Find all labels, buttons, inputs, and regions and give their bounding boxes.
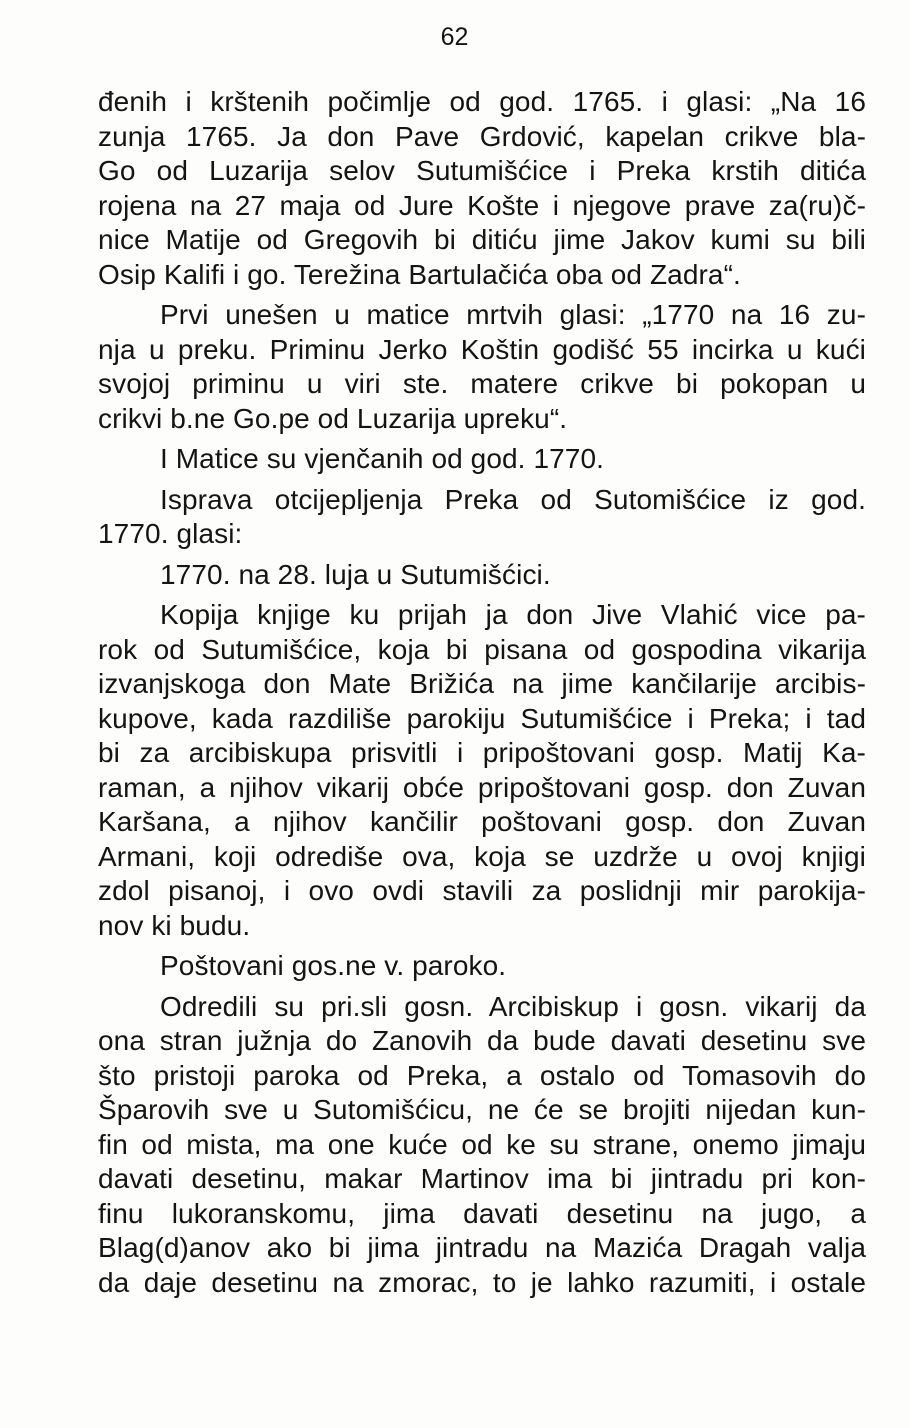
text-line: da daje desetinu na zmorac, to je lahko razumiti, i ostale bbox=[98, 1266, 866, 1298]
text-line: izvanjskoga don Mate Brižića na jime kančilarije arcibis- bbox=[98, 668, 866, 699]
text-line: finu lukoranskomu, jima davati desetinu na jugo, a bbox=[98, 1197, 866, 1229]
text-line: 1770. na 28. luja u Sutumišćici. bbox=[160, 558, 551, 590]
text-line: Blag(d)anov ako bi jima jintradu na Mazića Dragah valja bbox=[98, 1232, 866, 1263]
text-line: Go od Luzarija selov Sutumišćice i Preka krstih ditića bbox=[98, 155, 866, 186]
text-line: Isprava otcijepljenja Preka od Sutomišćice iz god. bbox=[160, 483, 866, 515]
text-line: rojena na 27 maja od Jure Košte i njegove prave za(ru)č- bbox=[98, 189, 866, 221]
text-line: bi za arcibiskupa prisvitli i pripoštovani gosp. Matij Ka- bbox=[98, 737, 866, 768]
text-line: Karšana, a njihov kančilir poštovani gosp. don Zuvan bbox=[98, 806, 866, 837]
text-line: Armani, koji odrediše ova, koja se uzdrže u ovoj knjigi bbox=[98, 840, 866, 872]
text-line: Šparovih sve u Sutomišćicu, ne će se brojiti nijedan kun- bbox=[98, 1094, 866, 1125]
text-line: svojoj priminu u viri ste. matere crikve bi pokopan u bbox=[98, 368, 866, 399]
text-line: đenih i krštenih počimlje od god. 1765. i glasi: „Na 16 bbox=[98, 86, 866, 117]
text-line: rok od Sutumišćice, koja bi pisana od gospodina vikarija bbox=[98, 633, 866, 665]
text-line: davati desetinu, makar Martinov ima bi jintradu pri kon- bbox=[98, 1163, 866, 1194]
text-line: zdol pisanoj, i ovo ovdi stavili za poslidnji mir parokija- bbox=[98, 875, 866, 906]
paragraph bbox=[98, 85, 866, 292]
text-line: nja u preku. Priminu Jerko Koštin godišć 55 incirka u kući bbox=[98, 333, 866, 365]
paragraph bbox=[98, 558, 866, 593]
text-line: kupove, kada razdiliše parokiju Sutumišćice i Preka; i tad bbox=[98, 702, 866, 734]
page-number: 62 bbox=[440, 23, 469, 51]
text-line: nov ki budu. bbox=[98, 909, 251, 941]
text-line: Odredili su pri.sli gosn. Arcibiskup i gosn. vikarij da bbox=[160, 990, 866, 1022]
text-line: 1770. glasi: bbox=[98, 518, 243, 549]
text-line: Prvi unešen u matice mrtvih glasi: „1770 na 16 zu- bbox=[160, 299, 866, 330]
paragraph bbox=[98, 483, 866, 552]
text-line: ona stran južnja do Zanovih da bude davati desetinu sve bbox=[98, 1025, 866, 1056]
text-line: zunja 1765. Ja don Pave Grdović, kapelan crikve bla- bbox=[98, 120, 866, 152]
paragraph bbox=[98, 442, 866, 477]
text-line: nice Matije od Gregovih bi ditiću jime Jakov kumi su bili bbox=[98, 224, 866, 255]
paragraph bbox=[98, 598, 866, 943]
text-line: Kopija knjige ku prijah ja don Jive Vlahić vice pa- bbox=[160, 599, 866, 630]
paragraph bbox=[98, 990, 866, 1301]
text-line: raman, a njihov vikarij obće pripoštovani gosp. don Zuvan bbox=[98, 771, 866, 803]
page-body bbox=[98, 85, 866, 1300]
text-line: što pristoji paroka od Preka, a ostalo od Tomasovih do bbox=[98, 1059, 866, 1091]
text-line: fin od mista, ma one kuće od ke su strane, onemo jimaju bbox=[98, 1128, 866, 1160]
text-line: Osip Kalifi i go. Terežina Bartulačića oba od Zadra“. bbox=[98, 258, 741, 290]
paragraph bbox=[98, 949, 866, 984]
text-line: Poštovani gos.ne v. paroko. bbox=[160, 950, 507, 981]
paragraph bbox=[98, 298, 866, 436]
text-line: I Matice su vjenčanih od god. 1770. bbox=[160, 443, 605, 474]
text-line: crikvi b.ne Go.pe od Luzarija upreku“. bbox=[98, 402, 568, 434]
